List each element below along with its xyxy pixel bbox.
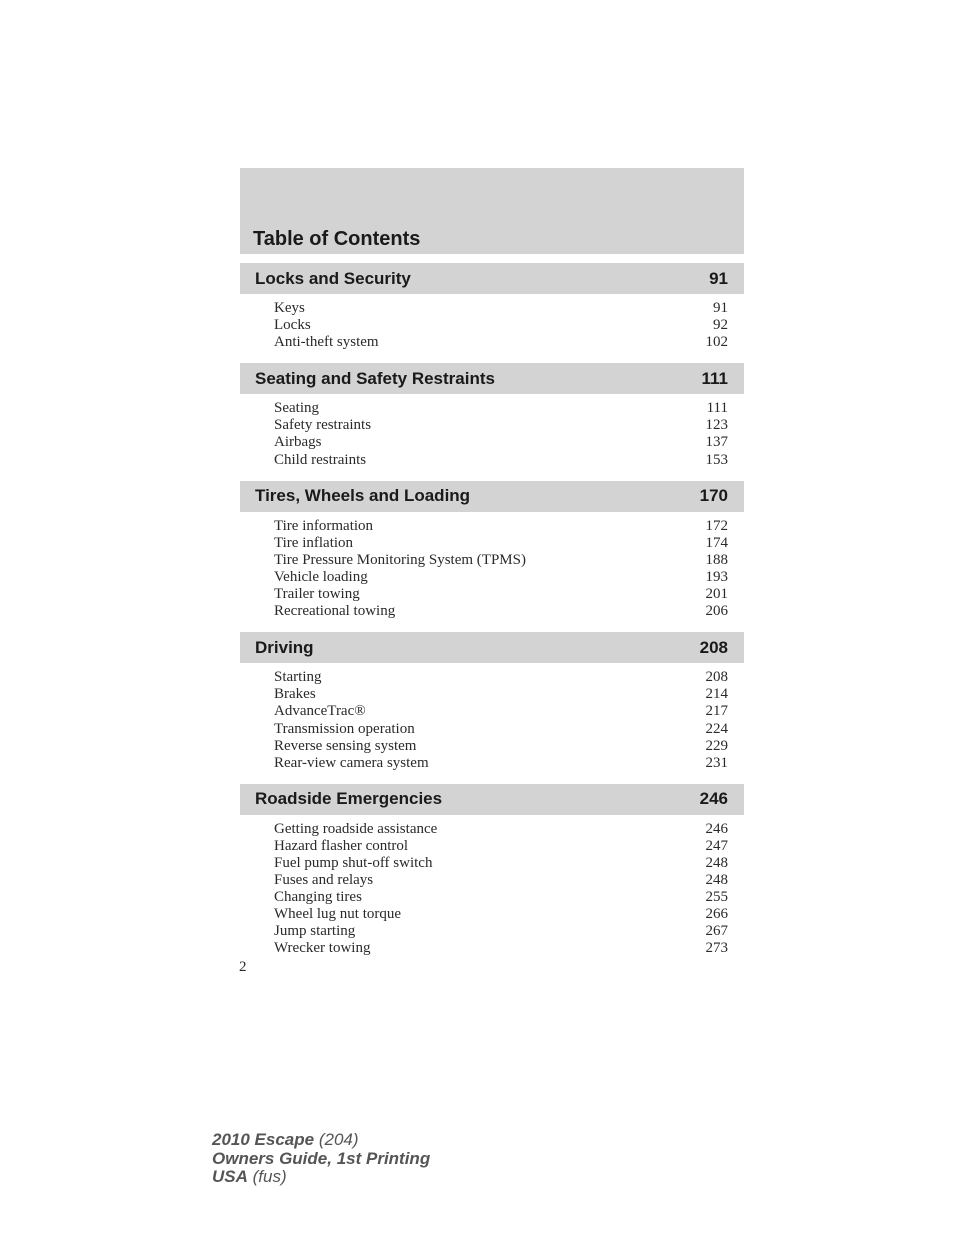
entry-label: Tire inflation [274,534,354,551]
entry-page: 153 [705,451,728,468]
toc-entry[interactable] [274,923,728,940]
section-entries [240,294,744,354]
footer-market-code: (fus) [252,1167,287,1186]
entry-label: Getting roadside assistance [274,820,438,837]
section-header[interactable] [240,632,744,663]
entry-label: Child restraints [274,451,367,468]
entry-page: 273 [705,940,728,957]
entry-label: Fuel pump shut-off switch [274,854,433,871]
section-title: Roadside Emergencies [255,789,443,809]
entry-label: Fuses and relays [274,872,374,889]
entry-label: Brakes [274,686,316,703]
toc-entry[interactable] [274,300,728,317]
entry-label: Hazard flasher control [274,837,409,854]
entry-page: 255 [705,889,728,906]
entry-page: 229 [705,737,728,754]
toc-entry[interactable] [274,586,728,603]
entry-page: 193 [705,568,728,585]
entry-page: 248 [705,854,728,871]
entry-label: Locks [274,317,311,334]
section-page: 170 [699,486,728,506]
toc-entry[interactable] [274,821,728,838]
section-page: 111 [701,368,728,388]
section-header[interactable] [240,481,744,512]
entry-page: 247 [705,837,728,854]
entry-label: Safety restraints [274,417,372,434]
entry-label: Anti-theft system [274,334,379,351]
entry-page: 224 [705,720,728,737]
toc-entry[interactable] [274,755,728,772]
toc-entry[interactable] [274,855,728,872]
entry-label: Tire information [274,517,374,534]
entry-label: Tire Pressure Monitoring System (TPMS) [274,551,526,568]
section-title: Tires, Wheels and Loading [255,486,471,506]
entry-label: Changing tires [274,889,362,906]
entry-label: Trailer towing [274,586,360,603]
entry-page: 246 [705,820,728,837]
page-number: 2 [239,959,247,975]
section-page: 208 [699,637,728,657]
toc-entry[interactable] [274,838,728,855]
toc-sections [240,254,744,961]
footer-model: 2010 Escape [212,1130,315,1149]
table-of-contents [240,168,744,961]
section-page: 91 [709,268,728,288]
toc-entry[interactable] [274,721,728,738]
entry-page: 174 [705,534,728,551]
section-header[interactable] [240,263,744,294]
entry-label: Keys [274,300,305,316]
section-gap [240,354,744,363]
entry-label: Vehicle loading [274,568,368,585]
toc-entry[interactable] [274,317,728,334]
entry-label: Rear-view camera system [274,754,429,771]
section-title: Seating and Safety Restraints [255,368,495,388]
toc-entry[interactable] [274,417,728,434]
entry-label: AdvanceTrac® [274,703,366,720]
toc-entry[interactable] [274,889,728,906]
section-gap [240,623,744,632]
entry-page: 137 [705,434,728,451]
entry-page: 208 [705,669,728,686]
entry-page: 267 [705,923,728,940]
entry-page: 248 [705,872,728,889]
toc-entry[interactable] [274,669,728,686]
entry-label: Wrecker towing [274,940,371,957]
entry-page: 188 [705,551,728,568]
entry-page: 214 [705,686,728,703]
section-entries [240,394,744,471]
section-gap [240,254,744,263]
footer-market: USA [212,1167,248,1186]
entry-page: 111 [706,400,728,417]
toc-header [240,168,744,254]
section-page: 246 [699,789,728,809]
toc-entry[interactable] [274,603,728,620]
toc-entry[interactable] [274,400,728,417]
entry-label: Seating [274,400,319,417]
entry-label: Starting [274,669,322,686]
document-footer [212,1131,430,1187]
toc-entry[interactable] [274,569,728,586]
footer-model-code: (204) [318,1130,359,1149]
section-gap [240,472,744,481]
entry-page: 102 [705,334,728,351]
entry-page: 123 [705,417,728,434]
section-gap [240,775,744,784]
toc-entry[interactable] [274,872,728,889]
entry-label: Reverse sensing system [274,737,417,754]
entry-label: Jump starting [274,923,356,940]
toc-entry[interactable] [274,552,728,569]
section-header[interactable] [240,363,744,394]
section-entries [240,815,744,961]
toc-entry[interactable] [274,434,728,451]
entry-label: Transmission operation [274,720,415,737]
toc-entry[interactable] [274,535,728,552]
toc-entry[interactable] [274,334,728,351]
entry-label: Wheel lug nut torque [274,906,402,923]
toc-entry[interactable] [274,686,728,703]
toc-entry[interactable] [274,518,728,535]
toc-title: Table of Contents [253,228,421,250]
section-header[interactable] [240,784,744,815]
entry-page: 92 [713,317,728,334]
entry-page: 217 [705,703,728,720]
section-title: Driving [255,637,314,657]
section-entries [240,512,744,624]
toc-entry[interactable] [274,738,728,755]
entry-label: Recreational towing [274,603,396,620]
entry-page: 172 [705,517,728,534]
toc-entry[interactable] [274,906,728,923]
section-title: Locks and Security [255,268,411,288]
entry-page: 201 [705,586,728,603]
toc-entry[interactable] [274,703,728,720]
toc-entry[interactable] [274,940,728,957]
entry-page: 206 [705,603,728,620]
entry-page: 266 [705,906,728,923]
entry-label: Airbags [274,434,322,451]
entry-page: 91 [713,300,728,316]
section-entries [240,663,744,775]
entry-page: 231 [705,754,728,771]
footer-guide: Owners Guide, 1st Printing [212,1148,431,1168]
toc-entry[interactable] [274,452,728,469]
